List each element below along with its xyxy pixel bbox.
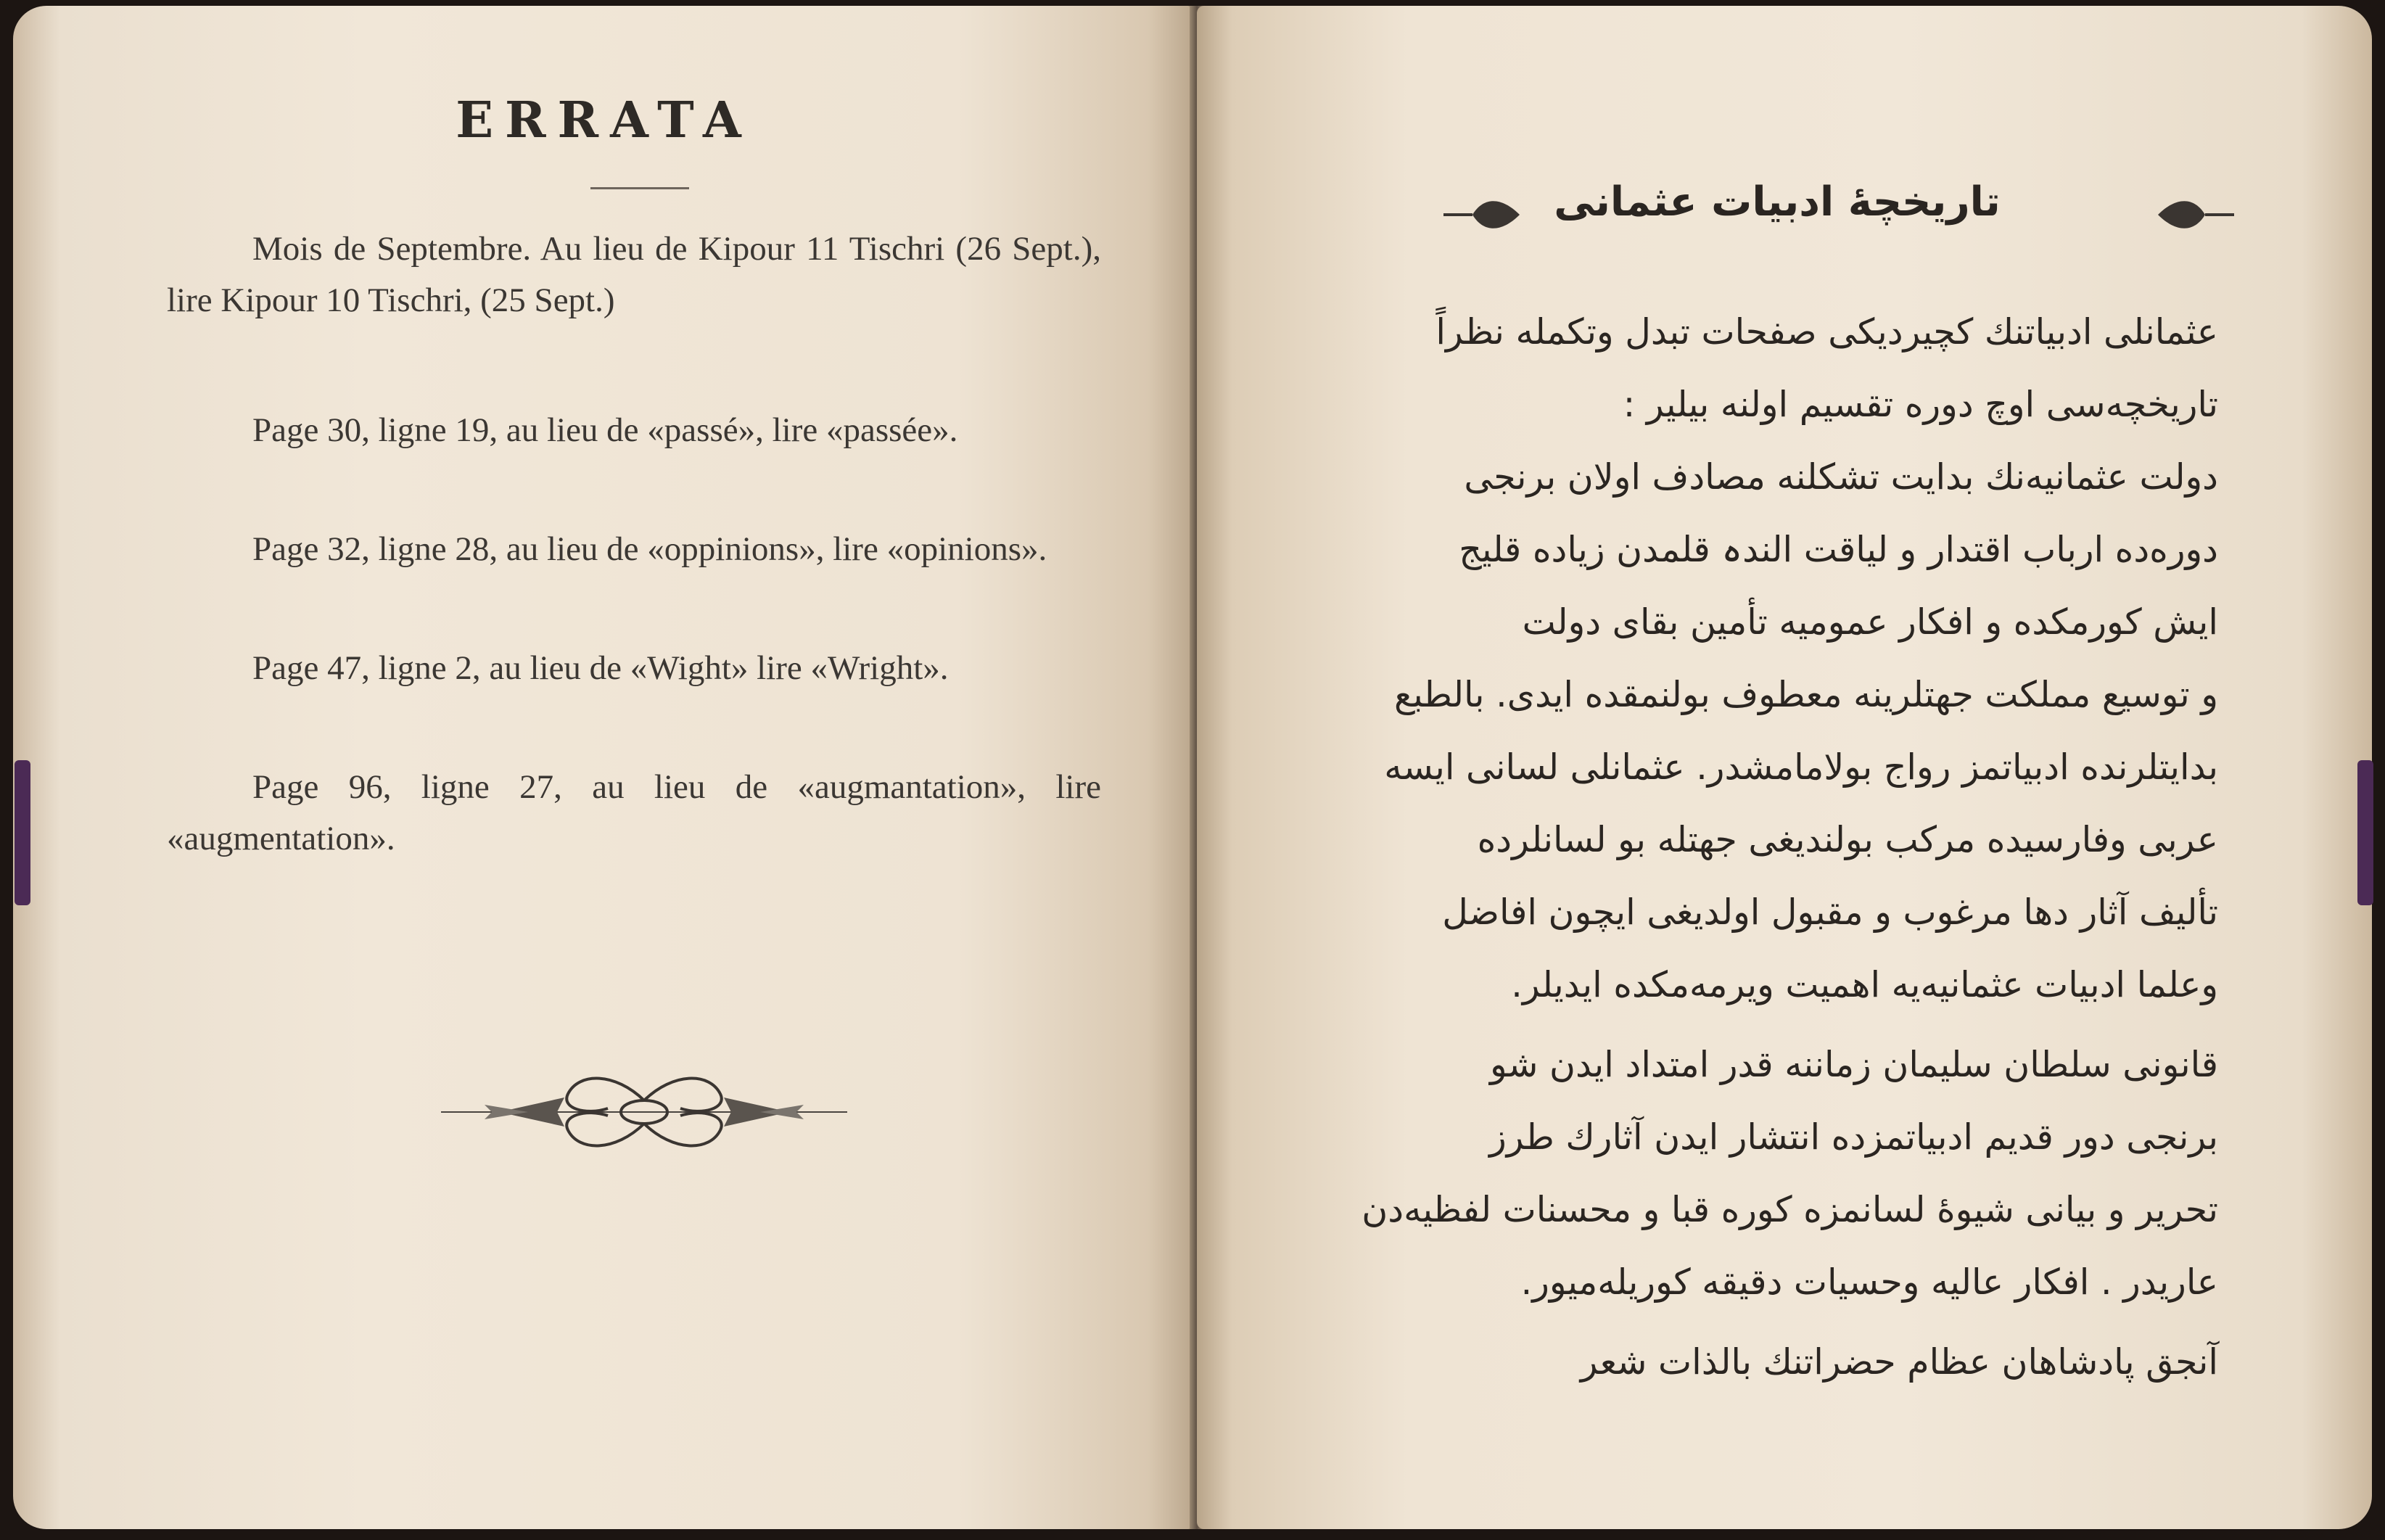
right-page: [1197, 6, 2372, 1529]
text-line: قانونی سلطان سلیمان زماننه قدر امتداد ایدن شو: [1490, 1044, 2218, 1085]
open-book: [13, 6, 2372, 1529]
text-line: بدایتلرنده ادبیاتمز رواج بولامامشدر. عثمانلی لسانی ایسه: [1384, 746, 2218, 788]
errata-entry: Page 30, ligne 19, au lieu de «passé», lire «passée».: [252, 411, 958, 449]
text-line: آنجق پادشاهان عظام حضراتنك بالذات شعر: [1580, 1341, 2218, 1383]
text-line: و توسیع مملكت جهتلرینه معطوف بولنمقده ایدی. بالطبع: [1394, 674, 2218, 715]
errata-entry: Page 96, ligne 27, au lieu de «augmantation», lire «augmentation».: [167, 768, 1101, 857]
text-line: برنجی دور قدیم ادبیاتمزده انتشار ایدن آثارك طرز: [1489, 1116, 2218, 1158]
errata-entry: Mois de Septembre. Au lieu de Kipour 11 Tischri (26 Sept.), lire Kipour 10 Tischri, (25 Sept.): [167, 230, 1101, 319]
bookmark-ribbon: [2357, 760, 2373, 905]
page-title: تاریخچهٔ ادبیات عثمانی: [1554, 178, 2001, 226]
text-line: دولت عثمانیه‌نك بدایت تشكلنه مصادف اولان برنجی: [1464, 456, 2218, 498]
text-line: دوره‌ده ارباب اقتدار و لیاقت الندہ قلمدن زیاده قلیج: [1459, 529, 2218, 570]
ornament-icon: [441, 1065, 847, 1159]
text-line: عاریدر . افكار عالیه وحسیات دقیقه كوریله‌میور.: [1520, 1261, 2218, 1303]
title-flourish-icon: [2154, 193, 2234, 236]
text-line: وعلما ادبیات عثمانیه‌یه اهمیت ویرمه‌مكده ایدیلر.: [1511, 964, 2218, 1005]
text-line: عربی وفارسیده مركب بولندیغی جهتله بو لسانلرده: [1477, 819, 2218, 860]
text-line: تاریخچه‌سی اوچ دوره تقسیم اولنه بیلیر :: [1623, 384, 2218, 425]
errata-entry: Page 32, ligne 28, au lieu de «oppinions», lire «opinions».: [252, 530, 1047, 568]
bookmark-ribbon: [15, 760, 30, 905]
title-divider: [590, 187, 689, 189]
left-page: [13, 6, 1195, 1529]
text-line: تحریر و بیانی شیوهٔ لسانمزه كوره قبا و محسنات لفظیه‌دن: [1362, 1189, 2218, 1230]
text-line: ایش كورمكده و افكار عمومیه تأمین بقای دولت: [1522, 601, 2218, 643]
text-line: تألیف آثار دها مرغوب و مقبول اولدیغی ایچون افاضل: [1442, 892, 2218, 933]
errata-title: ERRATA: [456, 91, 753, 149]
errata-entry: Page 47, ligne 2, au lieu de «Wight» lire «Wright».: [252, 649, 949, 687]
text-line: عثمانلی ادبیاتنك كچیردیكی صفحات تبدل وتكمله نظراً: [1435, 311, 2218, 353]
